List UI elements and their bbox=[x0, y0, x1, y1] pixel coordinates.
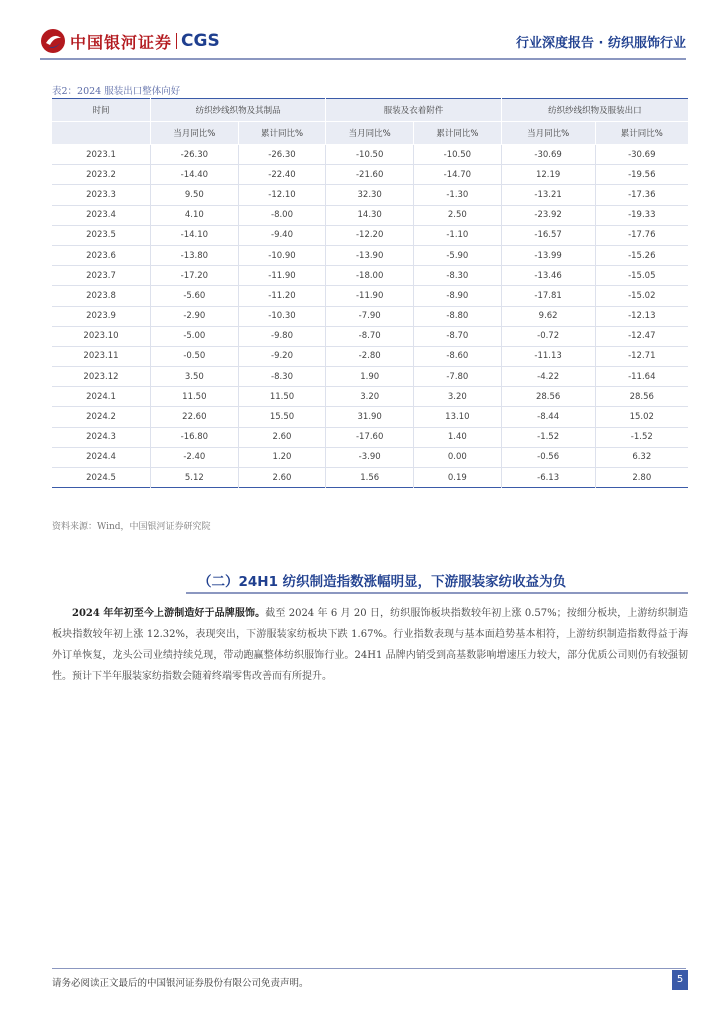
value-cell: 31.90 bbox=[326, 407, 414, 427]
value-cell: -17.76 bbox=[595, 225, 688, 245]
row-period-cell: 2024.3 bbox=[52, 427, 151, 447]
table-row bbox=[52, 447, 688, 467]
value-cell: -5.60 bbox=[151, 286, 239, 306]
value-cell: 9.50 bbox=[151, 185, 239, 205]
table-row bbox=[52, 225, 688, 245]
value-cell: 22.60 bbox=[151, 407, 239, 427]
table-row bbox=[52, 407, 688, 427]
value-cell: -15.05 bbox=[595, 266, 688, 286]
value-cell: -11.13 bbox=[501, 346, 595, 366]
value-cell: 4.10 bbox=[151, 205, 239, 225]
value-cell: -18.00 bbox=[326, 266, 414, 286]
value-cell: -2.80 bbox=[326, 346, 414, 366]
row-period-cell: 2023.2 bbox=[52, 165, 151, 185]
logo-english-name: CGS bbox=[181, 31, 220, 51]
value-cell: -13.46 bbox=[501, 266, 595, 286]
value-cell: 9.62 bbox=[501, 306, 595, 326]
row-period-cell: 2024.4 bbox=[52, 447, 151, 467]
table-row bbox=[52, 266, 688, 286]
value-cell: 28.56 bbox=[501, 387, 595, 407]
value-cell: -1.52 bbox=[595, 427, 688, 447]
value-cell: -8.60 bbox=[414, 346, 502, 366]
section-divider bbox=[186, 592, 688, 594]
group-header: 服装及衣着附件 bbox=[326, 99, 501, 122]
value-cell: -21.60 bbox=[326, 165, 414, 185]
section-title: （二）24H1 纺织制造指数涨幅明显，下游服装家纺收益为负 bbox=[198, 574, 567, 590]
page-header bbox=[40, 22, 686, 56]
row-period-cell: 2024.5 bbox=[52, 468, 151, 488]
col-header-empty bbox=[52, 122, 151, 145]
value-cell: 2.50 bbox=[414, 205, 502, 225]
value-cell: -17.20 bbox=[151, 266, 239, 286]
value-cell: -11.90 bbox=[326, 286, 414, 306]
value-cell: -17.60 bbox=[326, 427, 414, 447]
value-cell: -11.64 bbox=[595, 367, 688, 387]
value-cell: -7.90 bbox=[326, 306, 414, 326]
export-data-table bbox=[52, 98, 688, 488]
value-cell: -17.81 bbox=[501, 286, 595, 306]
value-cell: -1.52 bbox=[501, 427, 595, 447]
value-cell: -12.13 bbox=[595, 306, 688, 326]
value-cell: -16.57 bbox=[501, 225, 595, 245]
row-period-cell: 2023.11 bbox=[52, 346, 151, 366]
value-cell: 15.50 bbox=[238, 407, 326, 427]
row-period-cell: 2023.5 bbox=[52, 225, 151, 245]
value-cell: -11.20 bbox=[238, 286, 326, 306]
value-cell: 5.12 bbox=[151, 468, 239, 488]
value-cell: -12.10 bbox=[238, 185, 326, 205]
sub-col-header: 当月同比% bbox=[151, 122, 239, 145]
value-cell: 3.20 bbox=[326, 387, 414, 407]
value-cell: -8.90 bbox=[414, 286, 502, 306]
value-cell: 2.80 bbox=[632, 472, 652, 483]
logo-divider bbox=[176, 33, 177, 49]
group-header: 纺织纱线织物及服装出口 bbox=[501, 99, 688, 122]
value-cell: -0.50 bbox=[151, 346, 239, 366]
value-cell: -14.70 bbox=[414, 165, 502, 185]
table-row bbox=[52, 286, 688, 306]
value-cell: -10.90 bbox=[238, 245, 326, 265]
value-cell: -9.20 bbox=[238, 346, 326, 366]
value-cell: -11.90 bbox=[238, 266, 326, 286]
value-cell: -1.30 bbox=[414, 185, 502, 205]
table-row bbox=[52, 367, 688, 387]
table-row bbox=[52, 306, 688, 326]
value-cell: 28.56 bbox=[595, 387, 688, 407]
sub-col-header: 累计同比% bbox=[595, 122, 688, 145]
value-cell: -23.92 bbox=[501, 205, 595, 225]
value-cell: -13.80 bbox=[151, 245, 239, 265]
value-cell: -19.56 bbox=[595, 165, 688, 185]
value-cell: -8.44 bbox=[501, 407, 595, 427]
table-source: 资料来源：Wind，中国银河证券研究院 bbox=[52, 522, 211, 532]
value-cell: -8.00 bbox=[238, 205, 326, 225]
value-cell: 11.50 bbox=[151, 387, 239, 407]
company-logo bbox=[40, 28, 220, 54]
value-cell: -14.40 bbox=[151, 165, 239, 185]
paragraph-body: 截至 2024 年 6 月 20 日，纺织服饰板块指数较年初上涨 0.57%；按细分板块，上游纺织制造板块指数较年初上涨 12.32%，表现突出，下游服装家纺板块下跌 1.67%。行业指数表现与基本面趋势基本相符，上游纺织制造指数得益于海外订单恢复，龙头公司业绩持续兑现，带动跑赢整体纺织服饰行业。24H1 品牌内销受到高基数影响增速压力较大，部分优质公司则仍有较强韧性。预计下半年服装家纺指数会随着终端零售改善而有所提升。 bbox=[52, 608, 688, 682]
sub-col-header: 当月同比% bbox=[326, 122, 414, 145]
value-cell: -2.40 bbox=[151, 447, 239, 467]
header-divider bbox=[40, 58, 686, 60]
report-type-label: 行业深度报告 · 纺织服饰行业 bbox=[516, 36, 686, 51]
row-period-cell: 2024.2 bbox=[52, 407, 151, 427]
value-cell: -19.33 bbox=[595, 205, 688, 225]
value-cell: -17.36 bbox=[595, 185, 688, 205]
value-cell: -22.40 bbox=[238, 165, 326, 185]
value-cell: -15.26 bbox=[595, 245, 688, 265]
value-cell: -5.00 bbox=[151, 326, 239, 346]
value-cell: -13.21 bbox=[501, 185, 595, 205]
value-cell: -3.90 bbox=[326, 447, 414, 467]
value-cell: 14.30 bbox=[326, 205, 414, 225]
value-cell: 2.60 bbox=[238, 468, 326, 488]
row-period-cell: 2023.12 bbox=[52, 367, 151, 387]
value-cell: -8.30 bbox=[414, 266, 502, 286]
footer-divider bbox=[52, 968, 686, 969]
value-cell: 3.50 bbox=[151, 367, 239, 387]
value-cell: -4.22 bbox=[501, 367, 595, 387]
value-cell: -8.70 bbox=[414, 326, 502, 346]
value-cell: -12.47 bbox=[595, 326, 688, 346]
value-cell: -10.50 bbox=[414, 145, 502, 165]
table-row bbox=[52, 468, 688, 488]
col-header-time: 时间 bbox=[52, 99, 151, 122]
table-row bbox=[52, 205, 688, 225]
row-period-cell: 2023.9 bbox=[52, 306, 151, 326]
value-cell: -8.30 bbox=[238, 367, 326, 387]
value-cell: -30.69 bbox=[501, 145, 595, 165]
value-cell: -7.80 bbox=[414, 367, 502, 387]
row-period-cell: 2023.7 bbox=[52, 266, 151, 286]
table-body bbox=[52, 145, 688, 488]
row-period-cell: 2023.1 bbox=[52, 145, 151, 165]
paragraph-lead: 2024 年年初至今上游制造好于品牌服饰。 bbox=[72, 608, 266, 619]
value-cell: 6.32 bbox=[595, 447, 688, 467]
value-cell: 13.10 bbox=[414, 407, 502, 427]
table-row bbox=[52, 427, 688, 447]
sub-col-header: 当月同比% bbox=[501, 122, 595, 145]
value-cell: -8.70 bbox=[326, 326, 414, 346]
value-cell: -14.10 bbox=[151, 225, 239, 245]
page-number: 5 bbox=[672, 970, 688, 990]
value-cell: 12.19 bbox=[501, 165, 595, 185]
value-cell: -10.50 bbox=[326, 145, 414, 165]
value-cell: 11.50 bbox=[238, 387, 326, 407]
value-cell: -1.10 bbox=[414, 225, 502, 245]
value-cell: 0.00 bbox=[414, 447, 502, 467]
value-cell: -26.30 bbox=[238, 145, 326, 165]
value-cell: -12.71 bbox=[595, 346, 688, 366]
value-cell: -10.30 bbox=[238, 306, 326, 326]
group-header: 纺织纱线织物及其制品 bbox=[151, 99, 326, 122]
footer-disclaimer: 请务必阅读正文最后的中国银河证券股份有限公司免责声明。 bbox=[52, 978, 309, 989]
table-row bbox=[52, 245, 688, 265]
value-cell: -9.80 bbox=[238, 326, 326, 346]
value-cell: 15.02 bbox=[595, 407, 688, 427]
value-cell: 3.20 bbox=[414, 387, 502, 407]
value-cell: -0.72 bbox=[501, 326, 595, 346]
value-cell: -13.90 bbox=[326, 245, 414, 265]
value-cell: 1.20 bbox=[238, 447, 326, 467]
row-period-cell: 2024.1 bbox=[52, 387, 151, 407]
table-caption: 表2：2024 服装出口整体向好 bbox=[52, 86, 181, 97]
value-cell: 1.40 bbox=[414, 427, 502, 447]
value-cell: -2.90 bbox=[151, 306, 239, 326]
row-period-cell: 2023.3 bbox=[52, 185, 151, 205]
table-row bbox=[52, 326, 688, 346]
value-cell: -30.69 bbox=[595, 145, 688, 165]
table-row bbox=[52, 145, 688, 165]
table-row bbox=[52, 185, 688, 205]
value-cell: -8.80 bbox=[414, 306, 502, 326]
row-period-cell: 2023.6 bbox=[52, 245, 151, 265]
value-cell: -0.56 bbox=[501, 447, 595, 467]
value-cell: -16.80 bbox=[151, 427, 239, 447]
value-cell: 32.30 bbox=[326, 185, 414, 205]
row-period-cell: 2023.4 bbox=[52, 205, 151, 225]
sub-col-header: 累计同比% bbox=[414, 122, 502, 145]
cgs-logo-icon bbox=[40, 28, 66, 54]
value-cell: 2.60 bbox=[238, 427, 326, 447]
value-cell: -26.30 bbox=[151, 145, 239, 165]
value-cell: 1.90 bbox=[326, 367, 414, 387]
section-paragraph bbox=[52, 603, 688, 687]
value-cell: -9.40 bbox=[238, 225, 326, 245]
value-cell: -15.02 bbox=[595, 286, 688, 306]
logo-chinese-name: 中国银河证券 bbox=[70, 32, 173, 52]
table-row bbox=[52, 346, 688, 366]
value-cell: -5.90 bbox=[414, 245, 502, 265]
value-cell: -12.20 bbox=[326, 225, 414, 245]
row-period-cell: 2023.8 bbox=[52, 286, 151, 306]
value-cell: 0.19 bbox=[414, 468, 502, 488]
sub-col-header: 累计同比% bbox=[238, 122, 326, 145]
row-period-cell: 2023.10 bbox=[52, 326, 151, 346]
table-row bbox=[52, 165, 688, 185]
value-cell: 1.56 bbox=[326, 468, 414, 488]
value-cell: -13.99 bbox=[501, 245, 595, 265]
table-row bbox=[52, 387, 688, 407]
value-cell: -6.13 bbox=[501, 468, 595, 488]
